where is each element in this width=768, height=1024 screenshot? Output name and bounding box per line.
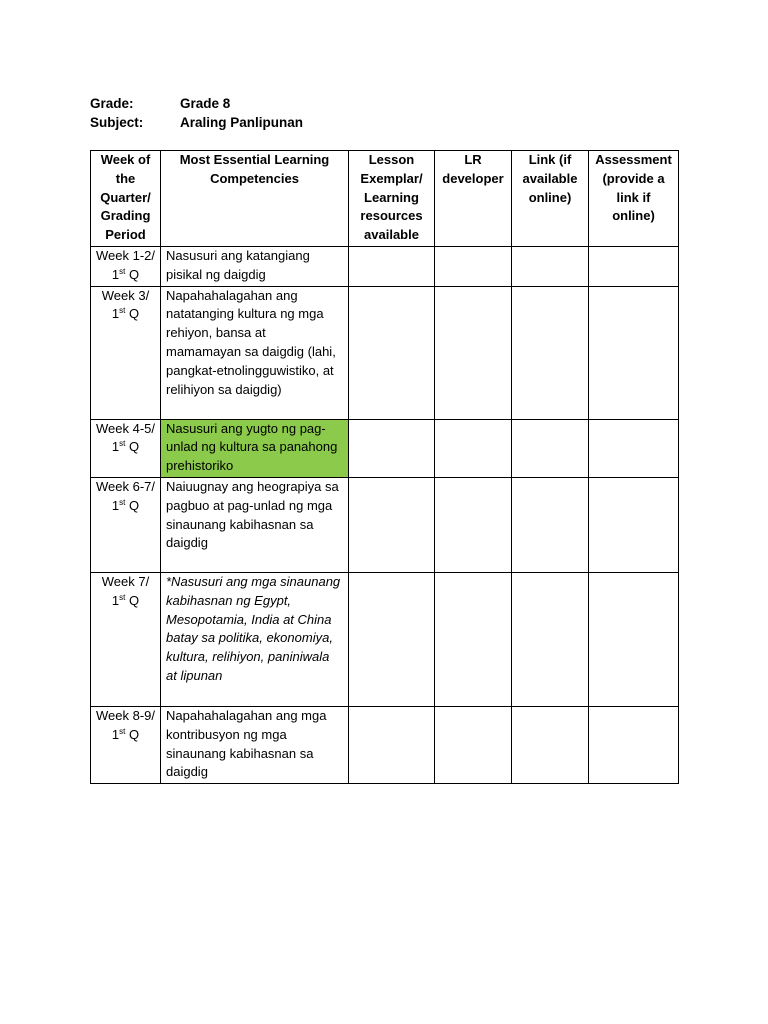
grade-value: Grade 8 [180, 96, 231, 111]
lr-developer-cell [435, 286, 512, 419]
column-header-assessment: Assessment (provide a link if online) [589, 151, 679, 247]
grade-label: Grade: [90, 96, 134, 111]
link-cell [512, 706, 589, 783]
assessment-cell [589, 419, 679, 477]
competency-cell: Napahahalagahan ang natatanging kultura ng mga rehiyon, bansa at mamamayan sa daigdig (lahi, pangkat-etnolingguwistiko, at relihiyon sa daigdig) [161, 286, 349, 419]
week-cell: Week 4-5/ 1st Q [91, 419, 161, 477]
assessment-cell [589, 246, 679, 286]
column-header-lr-developer: LR developer [435, 151, 512, 247]
assessment-cell [589, 286, 679, 419]
competency-cell: Nasusuri ang katangiang pisikal ng daigdig [161, 246, 349, 286]
week-cell: Week 8-9/ 1st Q [91, 706, 161, 783]
lr-developer-cell [435, 419, 512, 477]
subject-row [90, 113, 303, 132]
week-cell: Week 3/ 1st Q [91, 286, 161, 419]
week-cell: Week 7/ 1st Q [91, 572, 161, 706]
column-header-link: Link (if available online) [512, 151, 589, 247]
competency-cell: *Nasusuri ang mga sinaunang kabihasnan ng Egypt, Mesopotamia, India at China batay sa politika, ekonomiya, kultura, relihiyon, paniniwala at lipunan [161, 572, 349, 706]
column-header-week: Week of the Quarter/ Grading Period [91, 151, 161, 247]
lr-developer-cell [435, 246, 512, 286]
link-cell [512, 246, 589, 286]
competency-cell-highlighted: Nasusuri ang yugto ng pag-unlad ng kultura sa panahong prehistoriko [161, 419, 349, 477]
document-header [90, 94, 303, 132]
lr-developer-cell [435, 572, 512, 706]
week-cell: Week 6-7/ 1st Q [91, 477, 161, 572]
lr-developer-cell [435, 477, 512, 572]
link-cell [512, 572, 589, 706]
table-row [91, 706, 679, 783]
link-cell [512, 419, 589, 477]
column-header-competencies: Most Essential Learning Competencies [161, 151, 349, 247]
table-row [91, 419, 679, 477]
competencies-table [90, 150, 679, 784]
assessment-cell [589, 706, 679, 783]
assessment-cell [589, 572, 679, 706]
link-cell [512, 477, 589, 572]
competency-cell: Naiuugnay ang heograpiya sa pagbuo at pag-unlad ng mga sinaunang kabihasnan sa daigdig [161, 477, 349, 572]
subject-label: Subject: [90, 115, 144, 130]
lesson-exemplar-cell [349, 419, 435, 477]
link-cell [512, 286, 589, 419]
lesson-exemplar-cell [349, 246, 435, 286]
lr-developer-cell [435, 706, 512, 783]
assessment-cell [589, 477, 679, 572]
table-row [91, 477, 679, 572]
competency-cell: Napahahalagahan ang mga kontribusyon ng mga sinaunang kabihasnan sa daigdig [161, 706, 349, 783]
table-row [91, 286, 679, 419]
column-header-lesson-exemplar: Lesson Exemplar/ Learning resources available [349, 151, 435, 247]
table-header-row [91, 151, 679, 247]
lesson-exemplar-cell [349, 477, 435, 572]
week-cell: Week 1-2/ 1st Q [91, 246, 161, 286]
grade-row [90, 94, 303, 113]
lesson-exemplar-cell [349, 286, 435, 419]
lesson-exemplar-cell [349, 706, 435, 783]
table-row [91, 572, 679, 706]
subject-value: Araling Panlipunan [180, 115, 304, 130]
lesson-exemplar-cell [349, 572, 435, 706]
table-row [91, 246, 679, 286]
